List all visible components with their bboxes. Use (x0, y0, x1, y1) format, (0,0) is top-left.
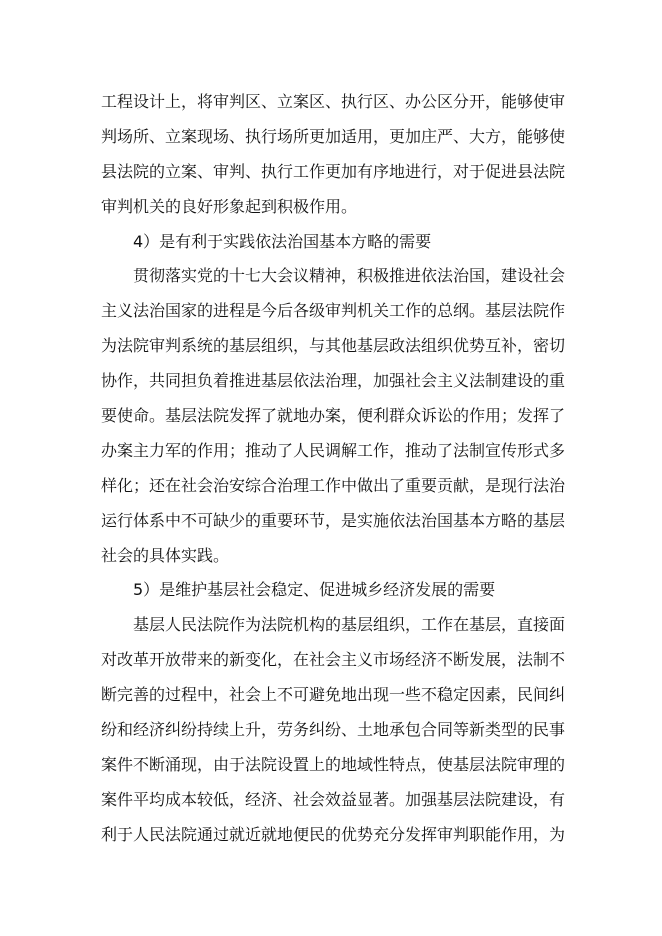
text-line: 协作，共同担负着推进基层依法治理，加强社会主义法制建设的重 (101, 371, 566, 391)
text-line: 4）是有利于实践依法治国基本方略的需要 (133, 231, 432, 251)
text-line: 对改革开放带来的新变化，在社会主义市场经济不断发展，法制不 (101, 650, 566, 670)
text-line: 判场所、立案现场、执行场所更加适用，更加庄严、大方，能够使 (101, 126, 566, 146)
text-line: 案件不断涌现，由于法院设置上的地域性特点，使基层法院审理的 (101, 754, 566, 774)
text-line: 工程设计上，将审判区、立案区、执行区、办公区分开，能够使审 (101, 92, 566, 111)
text-line: 利于人民法院通过就近就地便民的优势充分发挥审判职能作用，为 (101, 824, 566, 844)
document-body (101, 85, 566, 853)
text-line: 断完善的过程中，社会上不可避免地出现一些不稳定因素，民间纠 (101, 685, 566, 705)
text-line: 要使命。基层法院发挥了就地办案，便利群众诉讼的作用；发挥了 (101, 406, 566, 426)
text-line: 主义法治国家的进程是今后各级审判机关工作的总纲。基层法院作 (101, 301, 566, 321)
text-line: 审判机关的良好形象起到积极作用。 (101, 196, 358, 216)
text-line: 基层人民法院作为法院机构的基层组织，工作在基层，直接面 (133, 615, 566, 635)
text-line: 为法院审判系统的基层组织，与其他基层政法组织优势互补，密切 (101, 336, 566, 356)
text-line: 办案主力军的作用；推动了人民调解工作，推动了法制宣传形式多 (101, 440, 566, 460)
text-line: 社会的具体实践。 (101, 545, 230, 565)
text-line: 纷和经济纠纷持续上升，劳务纠纷、土地承包合同等新类型的民事 (101, 720, 566, 740)
text-line: 案件平均成本较低，经济、社会效益显著。加强基层法院建设，有 (101, 789, 566, 809)
text-line: 县法院的立案、审判、执行工作更加有序地进行，对于促进县法院 (101, 161, 566, 181)
text-line: 样化；还在社会治安综合治理工作中做出了重要贡献，是现行法治 (101, 475, 566, 495)
text-line: 5）是维护基层社会稳定、促进城乡经济发展的需要 (133, 580, 496, 600)
text-line: 运行体系中不可缺少的重要环节，是实施依法治国基本方略的基层 (101, 510, 566, 530)
text-line: 贯彻落实党的十七大会议精神，积极推进依法治国，建设社会 (133, 266, 566, 286)
